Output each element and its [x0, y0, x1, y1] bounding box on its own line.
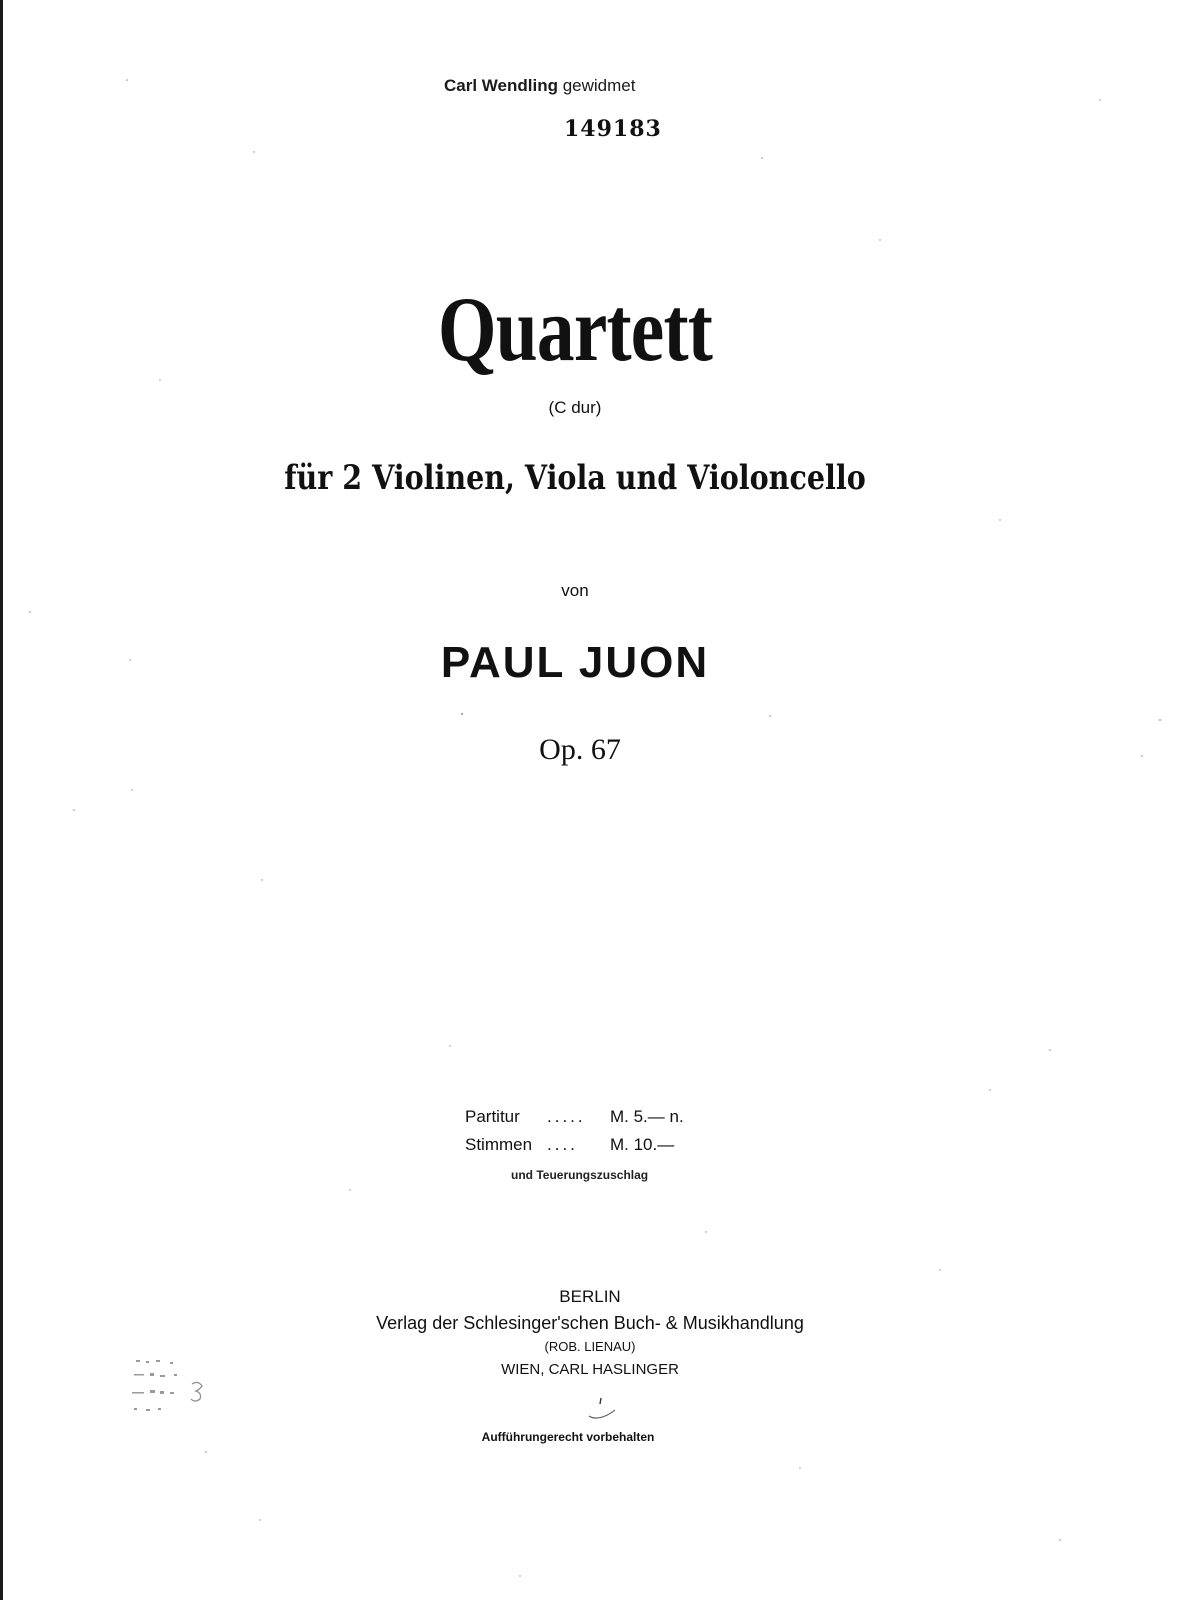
- publisher-name: Verlag der Schlesinger'schen Buch- & Musikhandlung: [376, 1313, 804, 1333]
- price-item: Stimmen: [465, 1135, 533, 1154]
- price-value: M. 10.—: [610, 1135, 675, 1154]
- catalog-number: 149183: [564, 116, 662, 142]
- by-label: von: [561, 581, 589, 600]
- price-list: [465, 1103, 684, 1159]
- surcharge-note: und Teuerungszuschlag: [511, 1168, 649, 1182]
- price-value: M. 5.— n.: [610, 1107, 684, 1126]
- faded-stamp: [126, 1354, 212, 1424]
- instrumentation: für 2 Violinen, Viola und Violoncello: [284, 458, 866, 498]
- opus-number: Op. 67: [539, 733, 621, 766]
- dedication-word: gewidmet: [562, 76, 636, 95]
- handwritten-mark: [585, 1396, 619, 1424]
- publisher-proprietor: (ROB. LIENAU): [544, 1339, 636, 1354]
- page-title: Quartett: [437, 278, 713, 380]
- price-item: Partitur: [465, 1107, 520, 1126]
- dedication: [444, 76, 635, 96]
- publisher-city: BERLIN: [559, 1287, 621, 1306]
- price-row: [465, 1131, 684, 1159]
- key-signature: (C dur): [548, 398, 602, 417]
- price-leader: .....: [547, 1107, 586, 1126]
- rights-notice: Aufführungerecht vorbehalten: [481, 1430, 655, 1444]
- composer-name: PAUL JUON: [440, 638, 710, 687]
- publisher-branch: WIEN, CARL HASLINGER: [501, 1361, 679, 1378]
- dedicatee-name: Carl Wendling: [444, 76, 558, 95]
- price-row: [465, 1103, 684, 1131]
- price-leader: ....: [547, 1135, 578, 1154]
